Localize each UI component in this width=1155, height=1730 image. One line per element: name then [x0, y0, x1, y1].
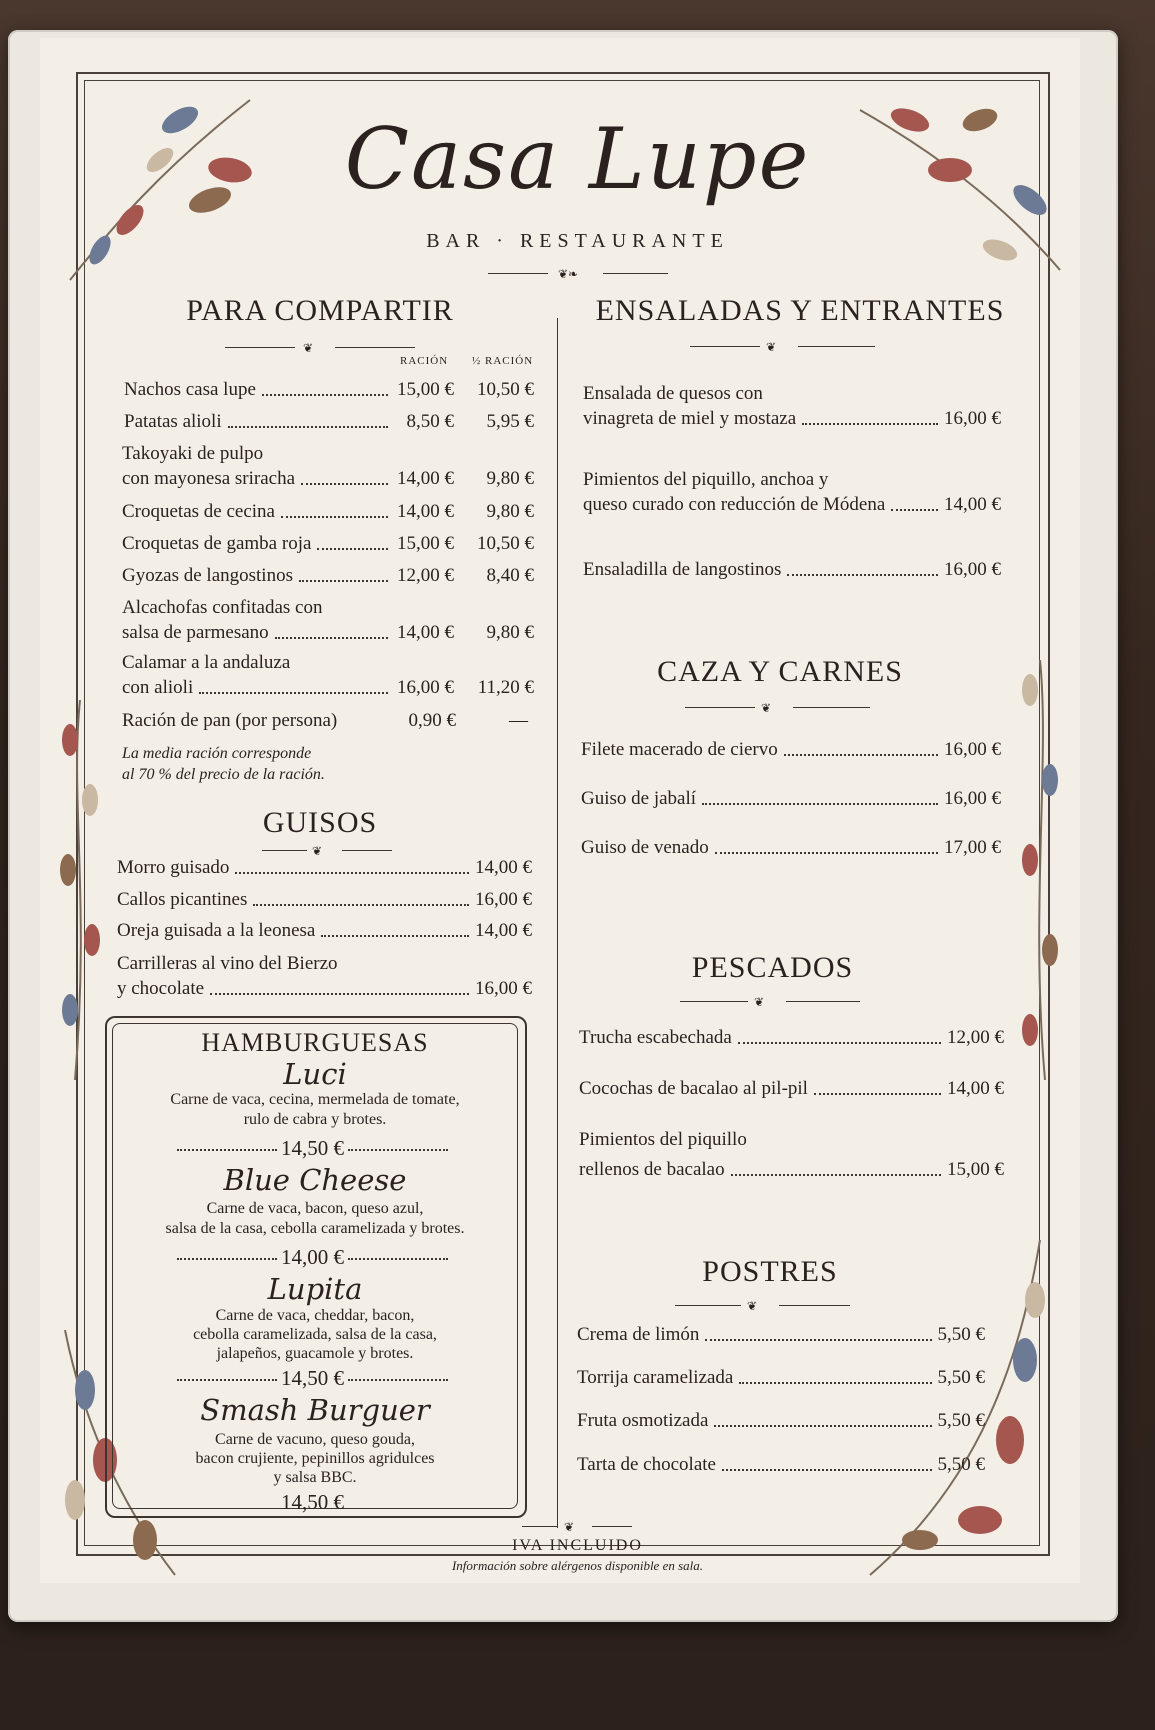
dish-name-line1: Takoyaki de pulpo — [122, 443, 264, 464]
section-heading-guisos: GUISOS — [262, 806, 378, 839]
column-header-media: ½ RACIÓN — [472, 355, 534, 367]
list-item: Filete macerado de ciervo 16,00 € — [581, 739, 1001, 760]
column-header-racion: RACIÓN — [400, 355, 449, 367]
dish-name-line1: Pimientos del piquillo, anchoa y — [583, 469, 829, 490]
list-item: queso curado con reducción de Módena 14,00 € — [583, 494, 1001, 515]
list-item: Ración de pan (por persona) 0,90 € — — [122, 710, 528, 731]
dish-name-line1: Pimientos del piquillo — [579, 1129, 747, 1150]
list-item: Trucha escabechada 12,00 € — [579, 1027, 1004, 1048]
flourish-icon: ❦ — [675, 1299, 850, 1313]
burger-price: 14,00 € — [155, 1245, 470, 1270]
list-item: Guiso de jabalí 16,00 € — [581, 788, 1001, 809]
flourish-icon: ❦ — [690, 340, 875, 354]
list-item: con alioli 16,00 € 11,20 € — [122, 677, 534, 698]
dish-name-line1: Calamar a la andaluza — [122, 652, 291, 673]
section-heading-ensaladas: ENSALADAS Y ENTRANTES — [595, 294, 1005, 327]
flourish-icon: ❦ — [685, 701, 870, 715]
list-item: Guiso de venado 17,00 € — [581, 837, 1001, 858]
list-item: Nachos casa lupe 15,00 € 10,50 € — [124, 379, 534, 400]
burger-description: salsa de la casa, cebolla caramelizada y brotes. — [165, 1220, 465, 1237]
burger-description: bacon crujiente, pepinillos agridulces — [195, 1450, 435, 1467]
restaurant-title: Casa Lupe — [344, 110, 811, 208]
list-item: Ensaladilla de langostinos 16,00 € — [583, 559, 1001, 580]
burger-name: Smash Burguer — [200, 1393, 430, 1427]
list-item: Morro guisado 14,00 € — [117, 857, 532, 878]
list-item: Cocochas de bacalao al pil-pil 14,00 € — [579, 1078, 1004, 1099]
column-divider — [557, 318, 558, 1528]
section-heading-postres: POSTRES — [702, 1255, 838, 1288]
burger-description: rulo de cabra y brotes. — [243, 1111, 387, 1128]
burger-description: Carne de vaca, bacon, queso azul, — [206, 1200, 424, 1217]
media-racion-note: al 70 % del precio de la ración. — [122, 766, 325, 783]
restaurant-subtitle: BAR · RESTAURANTE — [426, 230, 729, 252]
flourish-icon: ❦ — [225, 341, 415, 355]
burger-name: Lupita — [267, 1272, 363, 1306]
list-item: Croquetas de cecina 14,00 € 9,80 € — [122, 501, 534, 522]
burger-name: Luci — [283, 1057, 347, 1091]
list-item: vinagreta de miel y mostaza 16,00 € — [583, 408, 1001, 429]
alergenos-note: Información sobre alérgenos disponible en sala. — [451, 1558, 704, 1573]
dish-name-line1: Carrilleras al vino del Bierzo — [117, 953, 338, 974]
list-item: Gyozas de langostinos 12,00 € 8,40 € — [122, 565, 534, 586]
burger-price: 14,50 € — [155, 1366, 470, 1391]
list-item: Patatas alioli 8,50 € 5,95 € — [124, 411, 534, 432]
burger-description: jalapeños, guacamole y brotes. — [216, 1345, 414, 1362]
section-heading-hamburguesas: HAMBURGUESAS — [201, 1028, 429, 1057]
section-heading-pescados: PESCADOS — [691, 951, 854, 984]
list-item: Oreja guisada a la leonesa 14,00 € — [117, 920, 532, 941]
list-item: Tarta de chocolate 5,50 € — [577, 1454, 985, 1475]
section-heading-compartir: PARA COMPARTIR — [186, 294, 454, 327]
list-item: Callos picantines 16,00 € — [117, 889, 532, 910]
iva-incluido: IVA INCLUIDO — [512, 1537, 643, 1554]
burger-description: y salsa BBC. — [273, 1469, 357, 1486]
burger-price: 14,50 € — [281, 1490, 344, 1514]
list-item: con mayonesa sriracha 14,00 € 9,80 € — [122, 468, 534, 489]
leaf-ornament-icon — [50, 700, 110, 1080]
burger-description: Carne de vacuno, queso gouda, — [215, 1431, 415, 1448]
burger-name: Blue Cheese — [223, 1163, 407, 1197]
dish-name-line1: Alcachofas confitadas con — [122, 597, 323, 618]
list-item: rellenos de bacalao 15,00 € — [579, 1159, 1004, 1180]
list-item: Croquetas de gamba roja 15,00 € 10,50 € — [122, 533, 534, 554]
flourish-icon: ❦ — [262, 844, 392, 858]
flourish-icon: ❦❧ — [488, 267, 668, 281]
list-item: Crema de limón 5,50 € — [577, 1324, 985, 1345]
list-item: Torrija caramelizada 5,50 € — [577, 1367, 985, 1388]
burger-description: cebolla caramelizada, salsa de la casa, — [193, 1326, 437, 1343]
dish-name-line1: Ensalada de quesos con — [583, 383, 763, 404]
media-racion-note: La media ración corresponde — [122, 745, 312, 762]
flourish-icon: ❦ — [680, 995, 860, 1009]
list-item: y chocolate 16,00 € — [117, 978, 532, 999]
burger-price: 14,50 € — [155, 1136, 470, 1161]
list-item: salsa de parmesano 14,00 € 9,80 € — [122, 622, 534, 643]
burger-description: Carne de vaca, cecina, mermelada de tomate, — [170, 1091, 460, 1108]
list-item: Fruta osmotizada 5,50 € — [577, 1410, 985, 1431]
leaf-ornament-icon — [1010, 660, 1070, 1080]
section-heading-carnes: CAZA Y CARNES — [657, 655, 903, 688]
burger-description: Carne de vaca, cheddar, bacon, — [215, 1307, 415, 1324]
flourish-icon: ❦ — [522, 1520, 632, 1534]
